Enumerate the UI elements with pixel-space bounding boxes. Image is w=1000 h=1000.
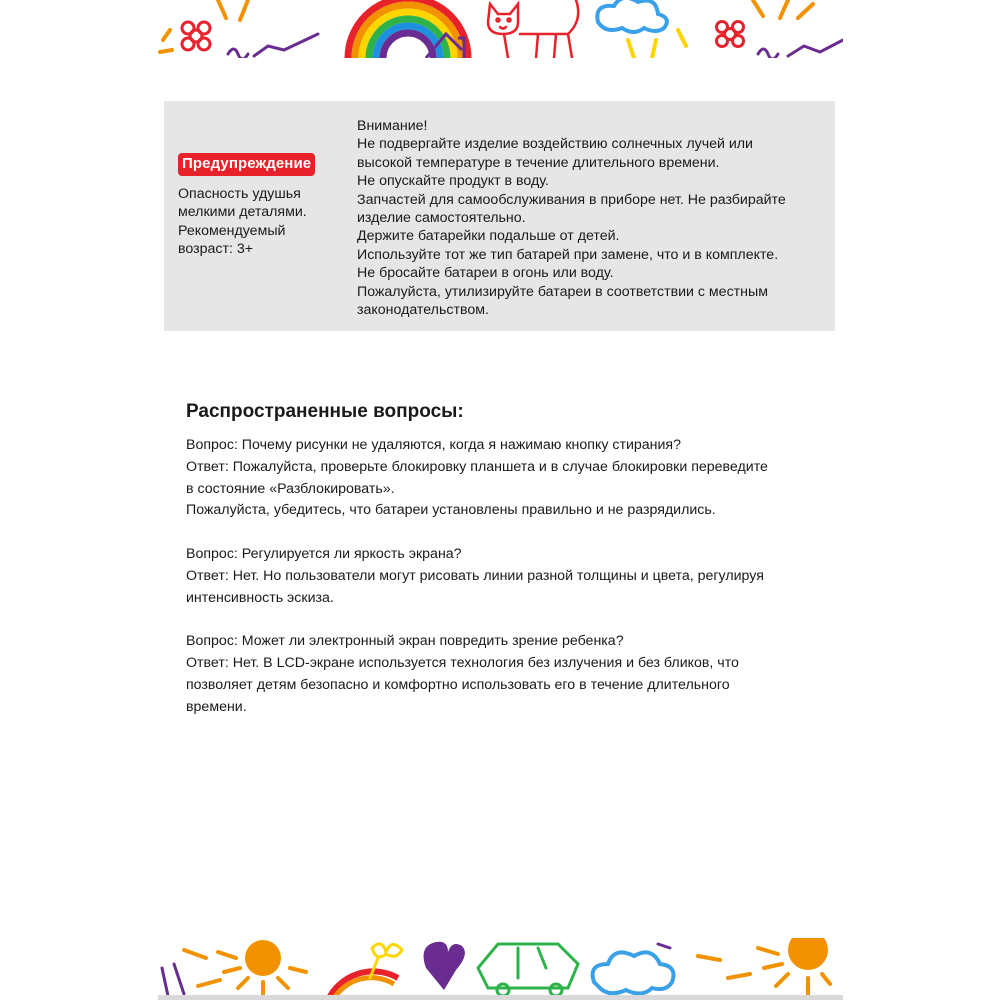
cloud-icon xyxy=(597,0,667,32)
text-line: Не бросайте батареи в огонь или воду. xyxy=(357,265,614,282)
text-line: Внимание! xyxy=(357,118,428,134)
page-bottom-divider xyxy=(158,995,843,1000)
doodle-illustration-top xyxy=(158,0,843,58)
faq-answer-line: времени. xyxy=(186,698,247,715)
faq-section xyxy=(186,399,826,718)
warning-left-column xyxy=(178,153,338,259)
text-line: мелкими деталями. xyxy=(178,204,307,221)
text-line: изделие самостоятельно. xyxy=(357,210,526,227)
text-line: Держите батарейки подальше от детей. xyxy=(357,228,620,245)
choking-hazard-text xyxy=(178,185,338,259)
faq-question: Вопрос: Почему рисунки не удаляются, когда я нажимаю кнопку стирания? xyxy=(186,437,682,453)
sun-icon xyxy=(184,940,306,998)
text-line: Опасность удушья xyxy=(178,186,301,202)
flower-icon xyxy=(182,22,210,50)
sun-icon xyxy=(698,938,830,998)
faq-answer-line: Пожалуйста, убедитесь, что батареи установлены правильно и не разрядились. xyxy=(186,502,716,519)
faq-answer-line: интенсивность эскиза. xyxy=(186,589,334,606)
car-doodle-icon xyxy=(478,944,578,996)
rainbow-icon xyxy=(348,0,468,58)
faq-answer-line: в состояние «Разблокировать». xyxy=(186,480,395,497)
faq-answer-line: позволяет детям безопасно и комфортно использовать его в течение длительного xyxy=(186,676,730,693)
faq-list xyxy=(186,435,826,718)
faq-answer-line: Ответ: Нет. В LCD-экране используется технология без излучения и без бликов, что xyxy=(186,654,739,671)
faq-title: Распространенные вопросы: xyxy=(186,401,464,422)
text-line: законодательством. xyxy=(357,302,489,319)
spacer xyxy=(186,609,826,631)
text-line: Не подвергайте изделие воздействию солнечных лучей или xyxy=(357,136,753,153)
warning-panel xyxy=(164,101,835,331)
faq-answer-line: Ответ: Пожалуйста, проверьте блокировку планшета и в случае блокировки переведите xyxy=(186,458,768,475)
faq-answer-line: Ответ: Нет. Но пользователи могут рисовать линии разной толщины и цвета, регулируя xyxy=(186,567,764,584)
top-doodle-band xyxy=(158,0,843,58)
bottom-doodle-band xyxy=(158,938,843,1000)
faq-item xyxy=(186,544,826,609)
scribble-icon xyxy=(228,34,318,58)
warning-instructions xyxy=(357,117,827,319)
flower-icon xyxy=(717,22,744,47)
heart-icon xyxy=(424,942,465,990)
text-line: Запчастей для самообслуживания в приборе нет. Не разбирайте xyxy=(357,191,786,208)
text-line: Используйте тот же тип батарей при замене, что и в комплекте. xyxy=(357,246,779,263)
text-line: высокой температуре в течение длительного времени. xyxy=(357,154,720,171)
cloud-icon xyxy=(593,952,674,993)
sun-ray-icon xyxy=(218,0,248,20)
faq-question: Вопрос: Может ли электронный экран повредить зрение ребенка? xyxy=(186,633,624,650)
warning-badge: Предупреждение xyxy=(178,153,315,176)
text-line: возраст: 3+ xyxy=(178,241,254,258)
cat-icon xyxy=(488,0,578,58)
text-line: Не опускайте продукт в воду. xyxy=(357,173,549,190)
faq-item xyxy=(186,631,826,718)
text-line: Пожалуйста, утилизируйте батареи в соответствии с местным xyxy=(357,283,768,300)
faq-question: Вопрос: Регулируется ли яркость экрана? xyxy=(186,545,462,562)
spacer xyxy=(186,522,826,544)
text-line: Рекомендуемый xyxy=(178,222,286,239)
faq-item xyxy=(186,435,826,522)
doodle-illustration-bottom xyxy=(158,938,843,1000)
